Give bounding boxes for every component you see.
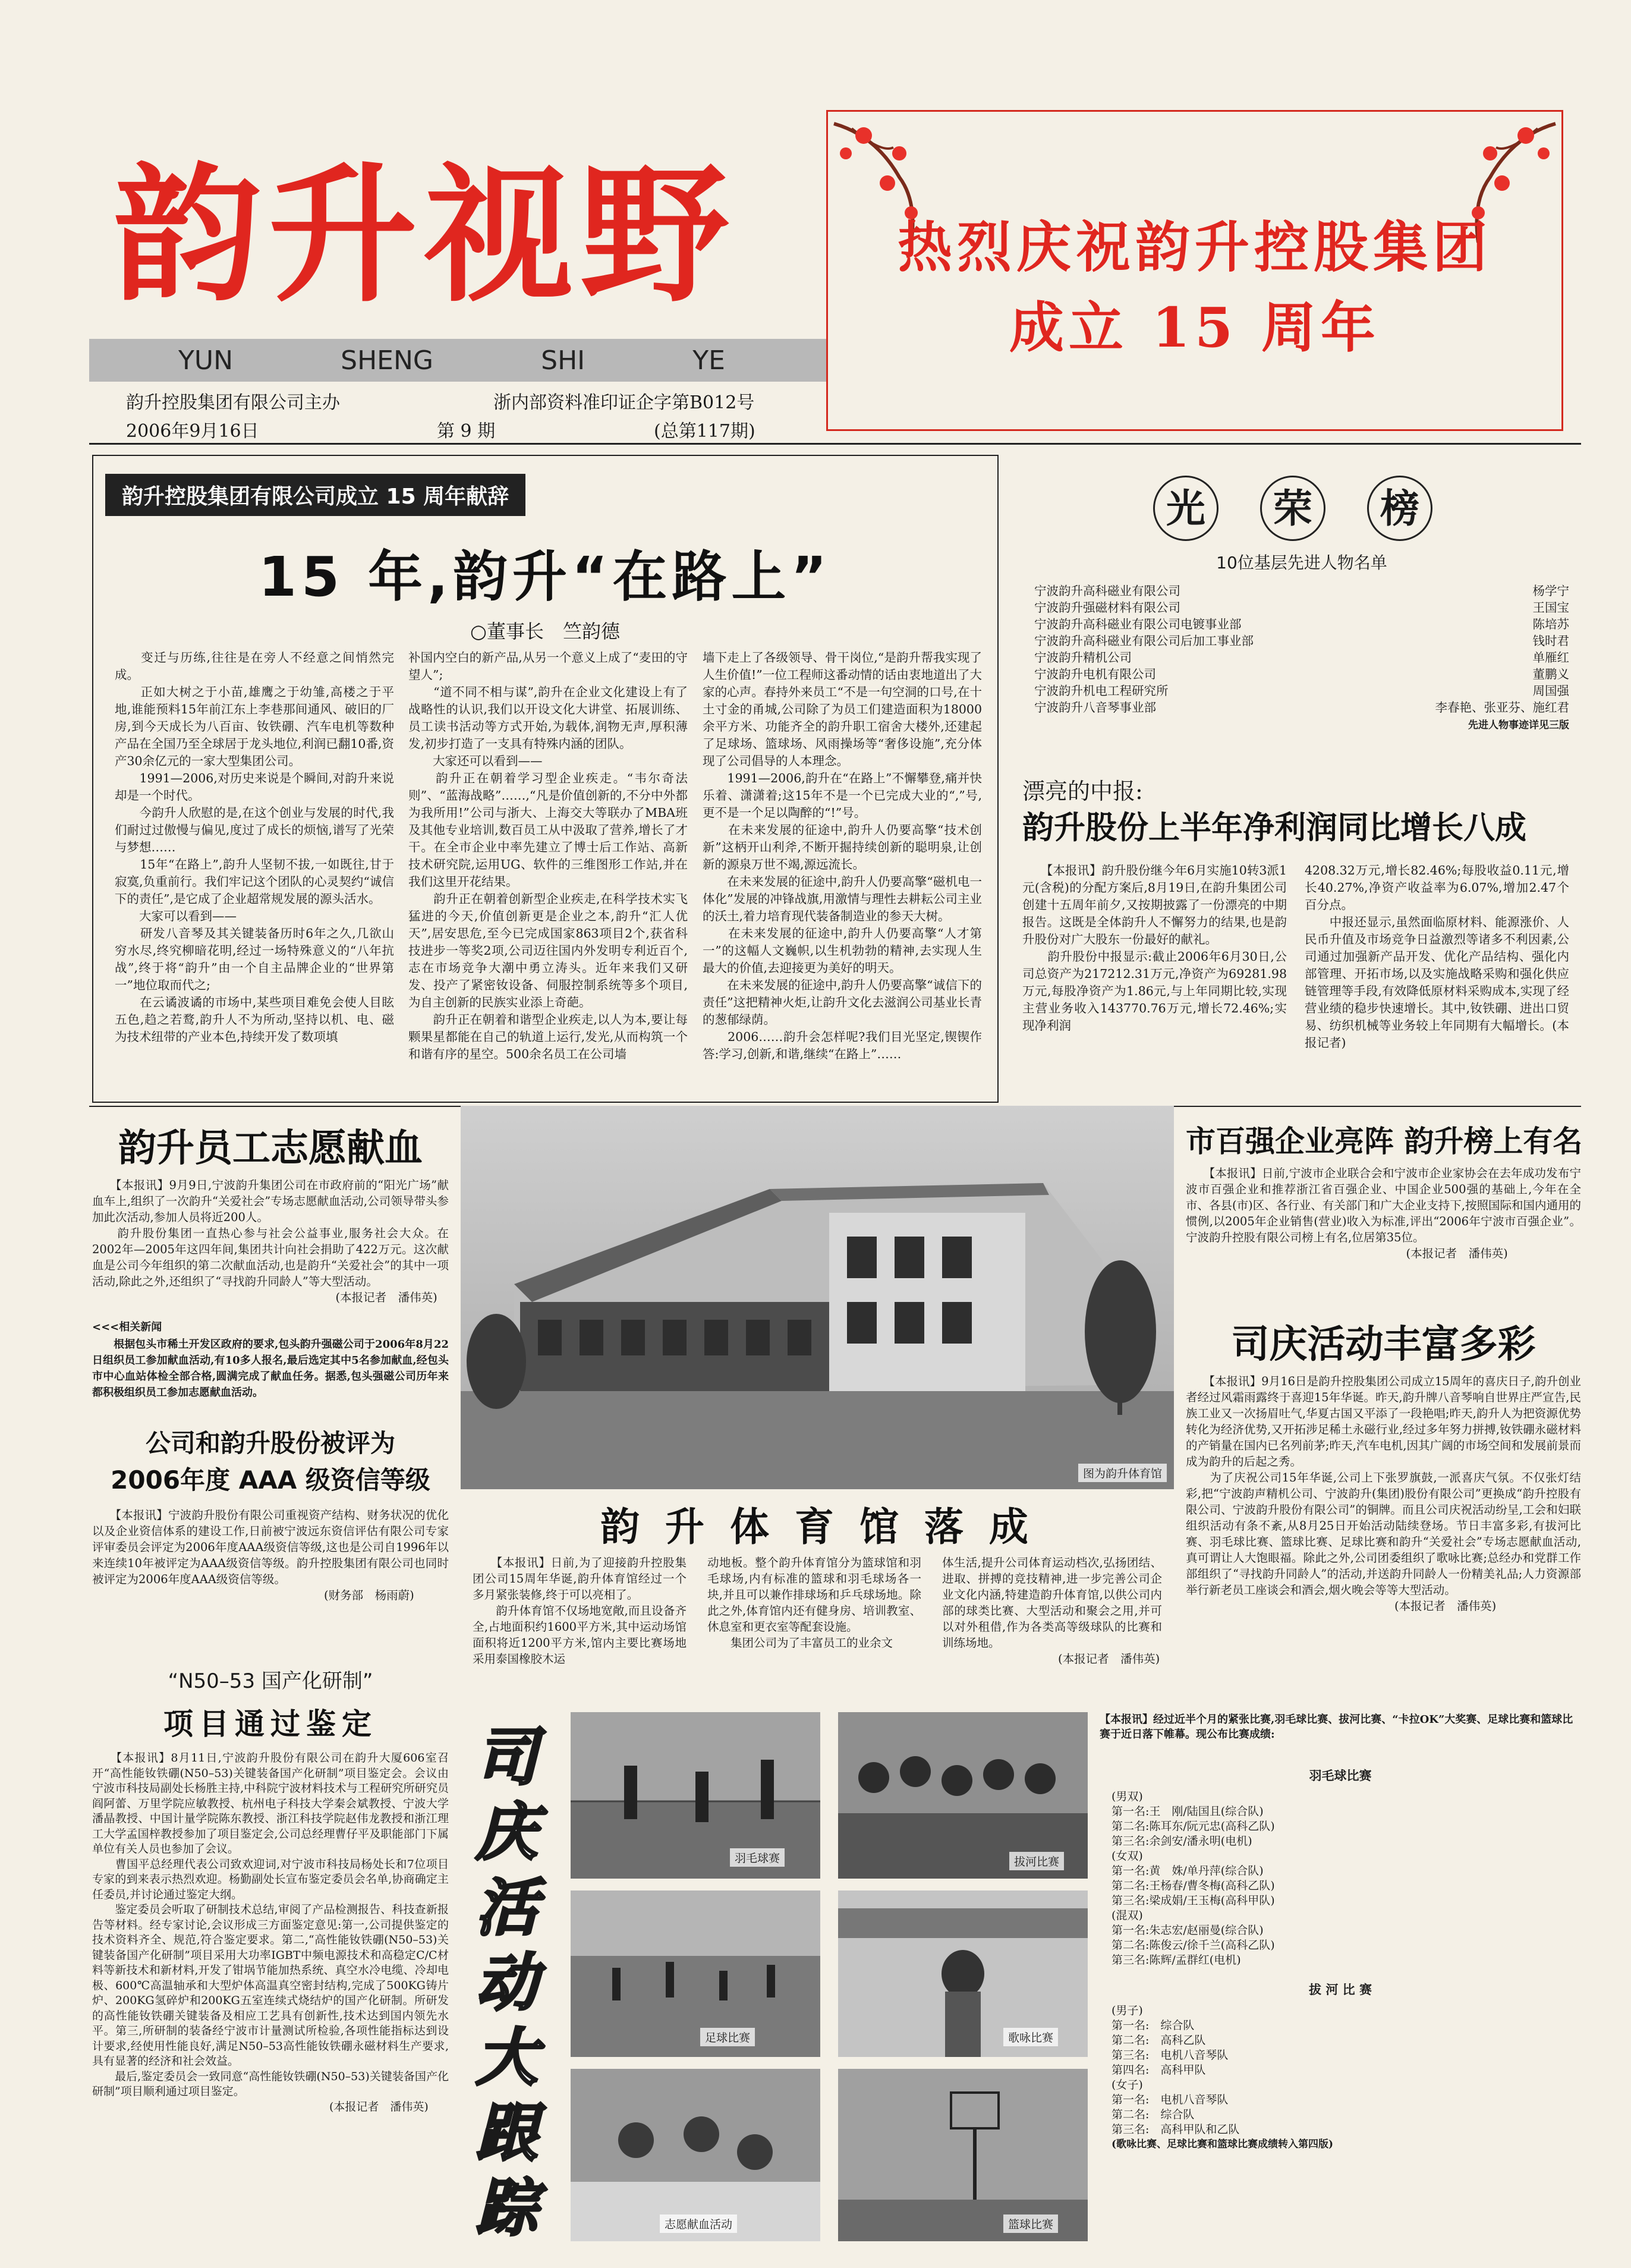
profit-column-1: 【本报讯】韵升股份继今年6月实施10转3派1元(含税)的分配方案后,8月19日,在韵升集团公司创建十五周年前夕,又按期披露了一份漂亮的中期报告。这既是全体韵升人不懈努力的结果,也是韵升股份对广大股东一份最好的献礼。 韵升股份中报显示:截止2006年6月30日,公司总资产为217212.31万元,净资产为69281.98万元,每股净资产为1.86元,与上年同期比较,实现主营业务收入143770.76万元,增长72.46%;实现净利润 [1022,863,1287,1033]
result-row: 第一名: 电机八音琴队 [1112,2093,1229,2106]
top100-article [1186,1118,1581,1296]
n50-kicker: “N50–53 国产化研制” [168,1669,373,1693]
anniversary-banner [826,110,1563,431]
blood-article [92,1118,449,1403]
honor-title-char: 荣 [1260,476,1325,541]
aaa-article [92,1424,449,1662]
basketball-photo [838,2069,1088,2241]
honor-unit: 宁波韵升高科磁业有限公司电镀事业部 [1034,617,1242,631]
masthead-date: 2006年9月16日 [126,421,259,442]
gym-column-2: 动地板。整个韵升体育馆分为篮球馆和羽毛球场,内有标准的篮球和羽毛球场各一块,并且可以兼作排球场和乒乓球场地。除此之外,体育馆内还有健身房、培训教室、休息室和更衣室等配套设施。 集团公司为了丰富员工的业余文 [707,1556,921,1650]
honor-unit: 宁波韵升八音琴事业部 [1034,700,1156,715]
event-title-char: 大 [476,2021,538,2094]
result-row: 第二名:陈耳东/阮元忠(高科乙队) [1112,1820,1275,1833]
related-news-label: <<<相关新闻 [92,1321,162,1333]
honor-title [1153,476,1432,541]
honor-name: 陈培苏 [1532,617,1569,631]
event-title-char: 司 [476,1720,538,1794]
honor-name: 董鹏义 [1532,667,1569,681]
honor-roll [1022,464,1581,761]
honor-unit: 宁波韵升高科磁业有限公司后加工事业部 [1034,634,1254,648]
result-group: (女子) [1112,2078,1143,2091]
romanization-yun: YUN [178,345,233,376]
competition-results [1100,1712,1581,2247]
honor-subtitle: 10位基层先进人物名单 [1216,553,1387,572]
honor-row [1034,583,1569,599]
football-image [571,1890,820,2057]
gym-building-image [461,1106,1174,1489]
n50-headline: 项目通过鉴定 [163,1707,377,1741]
result-row: 第三名: 电机八音琴队 [1112,2049,1229,2062]
masthead-license: 浙内部资料准印证企字第B012号 [493,392,755,413]
blood-drive-photo [571,2069,820,2241]
tug-photo [838,1712,1088,1879]
banner-line2: 成立 15 周年 [1009,295,1381,360]
honor-row [1034,633,1569,649]
honor-name: 周国强 [1532,684,1569,698]
basketball-caption: 篮球比赛 [1003,2214,1058,2233]
result-row: 第四名: 高科甲队 [1112,2063,1206,2077]
result-row: 第二名:陈俊云/徐千兰(高科乙队) [1112,1939,1275,1952]
honor-name: 钱时君 [1532,634,1569,648]
honor-row [1034,666,1569,682]
masthead-issue: 第 9 期 [437,421,496,442]
result-row: 第二名: 高科乙队 [1112,2034,1206,2047]
top100-headline: 市百强企业亮阵 韵升榜上有名 [1186,1124,1583,1159]
honor-unit: 宁波韵升电机有限公司 [1034,667,1156,681]
anniversary-headline: 司庆活动丰富多彩 [1231,1323,1536,1367]
result-group: (女双) [1112,1849,1143,1863]
event-title-char: 动 [476,1945,538,2019]
masthead-title: 韵升视野 [113,147,736,322]
badminton-photo [571,1712,820,1879]
result-row: 第二名:王杨春/曹冬梅(高科乙队) [1112,1879,1275,1892]
masthead-divider [89,443,1581,445]
event-title-char: 跟 [476,2096,538,2169]
aaa-body: 【本报讯】宁波韵升股份有限公司重视资产结构、财务状况的优化以及企业资信体系的建设工作,日前被宁波远东资信评估有限公司专家评审委员会评定为2006年度AAA级资信等级,这也是公司自1996年以来连续10年被评定为AAA级资信等级。韵升控股集团有限公司也同时被评定为2006年度AAA级资信等级。 (财务部 杨雨蔚) [92,1508,449,1602]
honor-name: 李春艳、张亚芬、施红君 [1435,700,1569,715]
result-row: 第三名:陈辉/孟群红(电机) [1112,1954,1241,1967]
lead-column-1: 变迁与历练,往往是在旁人不经意之间悄然完成。 正如大树之于小苗,雄鹰之于幼雏,高楼之于平地,谁能预料15年前江东上李巷那间通风、破旧的厂房,到今天成长为八百亩、钕铁硼、汽车电机等数种产品在全国乃至全球居于龙头地位,利润已翻10番,资产30余亿元的一家大型集团公司。 1991—2006,对历史来说是个瞬间,对韵升来说却是一个时代。 今韵升人欣慰的是,在这个创业与发展的时代,我们耐过过傲慢与偏见,度过了成长的烦恼,谱写了光荣与梦想…… 15年“在路上”,韵升人坚韧不拔,一如既往,甘于寂寞,负重前行。我们牢记这个团队的心灵契约“诚信下的责任”,是它成了企业超常规发展的源头活水。 大家可以看到—— 研发八音琴及其关键装备历时6年之久,几欲山穷水尽,终究柳暗花明,经过一场特殊意义的“八年抗战”,终于将“韵升”由一个自主品牌企业的“世界第一”地位取而代之; 在云谲波谲的市场中,某些项目难免会使人目眩五色,趋之若鹜,韵升人不为所动,坚持以机、电、磁为技术纽带的产业本色,持续开发了数项填 [115,650,394,1044]
aaa-headline-2: 2006年度 AAA 级资信等级 [111,1465,430,1495]
result-group: (混双) [1112,1909,1143,1922]
blood-headline: 韵升员工志愿献血 [118,1127,423,1171]
blood-body: 【本报讯】9月9日,宁波韵升集团公司在市政府前的“阳光广场”献血车上,组织了一次韵升“关爱社会”专场志愿献血活动,公司领导带头参加此次活动,参加人员将近200人。 韵升股份集团一直热心参与社会公益事业,服务社会大众。在2002年—2005年这四年间,集团共计向社会捐助了422万元。这次献血是公司今年组织的第二次献血活动,也是韵升“关爱社会”的其中一项活动,除此之外,还组织了“寻找韵升同龄人”等大型活动。 (本报记者 潘伟英) [92,1178,449,1304]
event-title-char: 活 [476,1870,538,1944]
profit-column-2: 4208.32万元,增长82.46%;每股收益0.11元,增长40.27%,净资产收益率为6.07%,增加2.47个百分点。 中报还显示,虽然面临原材料、能源涨价、人民币升值及市场竞争日益激烈等诸多不利因素,公司通过加强新产品开发、优化产品结构、强化内部管理、开拓市场,以及实施战略采购和强化供应链管理等手段,有效降低原材料采购成本,实现了经营业绩的稳步快速增长。其中,钕铁硼、进出口贸易、纺织机械等业务较上年同期有大幅增长。(本报记者) [1305,863,1569,1050]
romanization-sheng: SHENG [341,345,433,376]
event-title-char: 庆 [476,1795,538,1869]
lead-byline: ○董事长 竺韵德 [470,620,620,643]
event-vertical-title [461,1720,553,2244]
top100-body: 【本报讯】日前,宁波市企业联合会和宁波市企业家协会在去年成功发布宁波市百强企业和推荐浙江省百强企业、中国企业500强的基础上,今年在全市、各县(市)区、各行业、有关部门和广大企业支持下,按照国际和国内通用的惯例,以2005年企业销售(营业)收入为标准,评出“2006年宁波市百强企业”。宁波韵升控股有限公司榜上有名,位居第35位。 (本报记者 潘伟英) [1186,1166,1581,1260]
honor-unit: 宁波韵升强磁材料有限公司 [1034,600,1180,615]
lead-headline: 15 年,韵升“在路上” [259,545,832,609]
honor-name: 王国宝 [1532,600,1569,615]
honor-title-char: 光 [1153,476,1218,541]
event-title-char: 踪 [476,2171,538,2244]
result-group: (男双) [1112,1790,1143,1803]
results-intro: 【本报讯】经过近半个月的紧张比赛,羽毛球比赛、拔河比赛、“卡拉OK”大奖赛、足球比赛和篮球比赛于近日落下帷幕。现公布比赛成绩: [1100,1713,1573,1741]
gym-column-3: 体生活,提升公司体育运动档次,弘扬团结、进取、拼搏的竞技精神,进一步完善公司企业文化内涵,特建造韵升体育馆,以供公司内部的球类比赛、大型活动和聚会之用,并可以对外租借,作为各类高等级球队的比赛和训练场地。 (本报记者 潘伟英) [942,1556,1162,1666]
lead-kicker: 韵升控股集团有限公司成立 15 周年献辞 [105,474,525,516]
result-row: 第三名:余剑安/潘永明(电机) [1112,1835,1252,1848]
honor-list [1034,583,1569,734]
profit-kicker: 漂亮的中报: [1022,778,1143,804]
honor-unit: 宁波韵升精机公司 [1034,650,1132,665]
result-row: 第一名: 综合队 [1112,2019,1195,2032]
badminton-results [1112,1789,1569,1968]
tug-results [1112,2003,1569,2152]
honor-row [1034,699,1569,716]
result-row: 第三名:梁成娟/王玉梅(高科甲队) [1112,1894,1275,1907]
result-group: (男子) [1112,2004,1143,2017]
lead-article [92,455,999,1103]
result-row: 第一名:朱志宏/赵丽曼(综合队) [1112,1924,1264,1937]
result-row: 第一名:黄 姝/单丹萍(综合队) [1112,1864,1264,1877]
badminton-caption: 羽毛球赛 [730,1848,785,1867]
masthead [89,83,826,452]
football-caption: 足球比赛 [700,2028,755,2046]
gym-column-1: 【本报讯】日前,为了迎接韵升控股集团公司15周年华诞,韵升体育馆经过一个多月紧张装修,终于可以亮相了。 韵升体育馆不仅场地宽敞,而且设备齐全,占地面积约1600平方米,其中运动场馆面积将近1200平方米,馆内主要比赛场地采用泰国橡胶木运 [473,1556,687,1666]
result-row: 第三名: 高科甲队和乙队 [1112,2123,1240,2136]
banner-line1: 热烈庆祝韵升控股集团 [897,215,1492,279]
anniversary-article [1186,1314,1581,1694]
lead-column-3: 墙下走上了各级领导、骨干岗位,“是韵升帮我实现了人生价值!”一位工程师这番动情的话由衷地道出了大家的心声。春持外来员工“不是一句空洞的口号,在十土寸金的甬城,公司除了为员工们建造面积为18000余平方米、功能齐全的韵升职工宿舍大楼外,还建起了足球场、篮球场、风雨操场等“奢侈设施”,充分体现了公司倡导的人本理念。 1991—2006,韵升在“在路上”不懈攀登,痛并快乐着、潇潇着;这15年不是一个已完成大业的“,”号,更不是一个足以陶醉的“!”号。 在未来发展的征途中,韵升人仍要高擎“技术创新”这柄开山利斧,不断开掘持续创新的聪明泉,让创新的源泉万世不竭,源远流长。 在未来发展的征途中,韵升人仍要高擎“磁机电一体化”发展的冲锋战旗,用激情与理性去耕耘公司主业的沃土,着力培育现代装备制造业的参天大树。 在未来发展的征途中,韵升人仍要高擎“人才第一”的这幅人文巍帜,以生机勃勃的精神,去实现人生最大的价值,去迎接更为美好的明天。 在未来发展的征途中,韵升人仍要高擎“诚信下的责任”这把精神火炬,让韵升文化去滋润公司基业长青的葱郁绿荫。 2006……韵升会怎样呢?我们目光坚定,锲锲作答:学习,创新,和谐,继续“在路上”…… [703,650,982,1061]
honor-row [1034,616,1569,633]
romanization-ye: YE [692,345,725,376]
honor-title-char: 榜 [1367,476,1432,541]
result-row: 第二名: 综合队 [1112,2108,1195,2121]
n50-article [92,1665,449,2259]
gym-photo-caption: 图为韵升体育馆 [1078,1464,1167,1482]
gym-photo [461,1106,1174,1489]
honor-unit: 宁波韵升机电工程研究所 [1034,684,1169,698]
gym-article [461,1495,1174,1691]
tug-results-title: 拔 河 比 赛 [1309,1983,1372,1997]
honor-note: 先进人物事迹详见三版 [1468,719,1569,731]
singing-photo [838,1890,1088,2057]
gym-headline: 韵 升 体 育 馆 落 成 [600,1504,1034,1550]
honor-row [1034,649,1569,666]
honor-unit: 宁波韵升高科磁业有限公司 [1034,584,1180,598]
masthead-total-issue: (总第117期) [654,421,755,442]
football-photo [571,1890,820,2057]
blood-drive-caption: 志愿献血活动 [660,2214,737,2233]
related-news-body: 根据包头市稀土开发区政府的要求,包头韵升强磁公司于2006年8月22日组织员工参加献血活动,有10多人报名,最后选定其中5名参加献血,经包头市中心血站体检全部合格,圆满完成了献血任务。据悉,包头强磁公司历年来都积极组织员工参加志愿献血活动。 [92,1338,449,1399]
aaa-headline-1: 公司和韵升股份被评为 [145,1429,395,1458]
lead-column-2: 补国内空白的新产品,从另一个意义上成了“麦田的守望人”; “道不同不相与谋”,韵升在企业文化建设上有了战略性的认识,我们以开设文化大讲堂、拓展训练、员工读书活动等方式开始,为载体,润物无声,厚积薄发,初步打造了一支具有特殊内涵的团队。 大家还可以看到—— 韵升正在朝着学习型企业疾走。“韦尔奇法则”、“蓝海战略”……,“凡是价值创新的,不分中外都为我所用!”公司与浙大、上海交大等联办了MBA班及其他专业培训,数百员工从中汲取了营养,增长了才干。在全市企业中率先建立了博士后工作站、高新技术研究院,运用UG、软件的三维图形工作站,并在我们这里开花结果。 韵升正在朝着创新型企业疾走,在科学技术实飞猛进的今天,价值创新更是企业之本,韵升“汇人优天”,居安思危,至今已完成国家863项目2个,获省科技进步一等奖2项,公司迈往国内外发明专利近百个,志在市场竞争大潮中勇立涛头。近年来我们又研发、投产了紧密钕设备、伺服控制系统等多个项目,为自主创新的民族实业添上奇葩。 韵升正在朝着和谐型企业疾走,以人为本,要让每颗果星都能在自己的轨道上运行,发光,从而构筑一个和谐有序的星空。500余名员工在公司墙 [408,650,688,1061]
results-note: (歌咏比赛、足球比赛和篮球比赛成绩转入第四版) [1112,2138,1334,2150]
result-row: 第一名:王 刚/陆国且(综合队) [1112,1805,1264,1818]
honor-row [1034,599,1569,616]
honor-name: 单雁红 [1532,650,1569,665]
tug-caption: 拔河比赛 [1009,1852,1064,1870]
profit-headline: 韵升股份上半年净利润同比增长八成 [1022,810,1526,846]
romanization-bar [89,339,826,382]
singing-caption: 歌咏比赛 [1003,2028,1058,2046]
n50-body: 【本报讯】8月11日,宁波韵升股份有限公司在韵升大厦606室召开“高性能钕铁硼(N50–53)关键装备国产化研制”项目鉴定会。会议由宁波市科技局副处长杨胜主持,中科院宁波材料技术与工程研究所研究员阎阿蕾、万里学院应敏教授、杭州电子科技大学秦会斌教授、宁波大学潘晶教授、中国计量学院陈东教授、浙江科技学院赵伟龙教授和浙江理工大学孟国梓教授参加了项目鉴定会,公司总经理曹仔平及职能部门下属单位有关人员也参加了会议。 曹国平总经理代表公司致欢迎词,对宁波市科技局杨处长和7位项目专家的到来表示热烈欢迎。杨勤副处长宣布鉴定委员会名单,协商确定主任委员,并讨论通过鉴定大纲。 鉴定委员会听取了研制技术总结,审阅了产品检测报告、科技查新报告等材料。经专家讨论,会议形成三方面鉴定意见:第一,公司提供鉴定的技术资料齐全、规范,符合鉴定要求。第二,“高性能钕铁硼(N50–53)关键装备国产化研制”项目采用大功率IGBT中频电源技术和高稳定C/C材料等新技术和新材料,开发了钳埚节能加热系统、真空水冷电缆、冷却电极、600℃高温轴承和大型炉体高温真空密封结构,完成了500KG铸片炉、200KG氢碎炉和200KG五室连续式烧结炉的国产化研制。所研发的高性能钕铁硼关键装备及相应工艺具有创新性,技术达到国内领先水平。第三,所研制的装备经宁波市计量测试所检验,各项性能指标达到设计要求,经使用性能良好,满足N50–53高性能钕铁硼永磁材料生产要求,具有显著的经济和社会效益。 最后,鉴定委员会一致同意“高性能钕铁硼(N50–53)关键装备国产化研制”项目顺利通过项目鉴定。 (本报记者 潘伟英) [92,1751,449,2113]
profit-article [1022,773,1581,1058]
romanization-shi: SHI [541,345,585,376]
honor-row [1034,682,1569,699]
honor-name: 杨学宁 [1532,584,1569,598]
anniversary-body: 【本报讯】9月16日是韵升控股集团公司成立15周年的喜庆日子,韵升创业者经过风霜雨露终于喜迎15年华诞。昨天,韵升牌八音琴响自世界庄严宣告,民族工业又一次扬眉吐气,华夏古国又平添了一段艳唱;昨天,韵升人为把资源优势转化为经济优势,又开拓涉足稀土永磁行业,经过多年努力拼搏,钕铁硼永磁材料的产销量在国内已名列前茅;昨天,汽车电机,因其广阔的市场空间和发展前景而成为韵升的后起之秀。 为了庆祝公司15年华诞,公司上下张罗旗鼓,一派喜庆气氛。不仅张灯结彩,把“宁波韵声精机公司、宁波韵升(集团)股份有限公司”更换成“韵升控股有限公司、宁波韵升股份有限公司”的铜牌。而且公司庆祝活动纷呈,工会和妇联组织活动有条不紊,从8月25日开始活动陆续登场。节日丰富多彩,有拔河比赛、羽毛球比赛、篮球比赛、足球比赛和韵升“关爱社会”专场志愿献血活动,真可谓让人大饱眼福。除此之外,公司团委组织了歌咏比赛;总经办和党群工作部组织了“寻找韵升同龄人”的活动,并送韵升同龄人一份精美礼品;人力资源部举行新老员工座谈会和酒会,烟火晚会等等大型活动。 (本报记者 潘伟英) [1186,1374,1581,1613]
masthead-sponsor: 韵升控股集团有限公司主办 [126,392,340,413]
event-photo-section [461,1712,1091,2247]
badminton-results-title: 羽毛球比赛 [1309,1769,1372,1783]
